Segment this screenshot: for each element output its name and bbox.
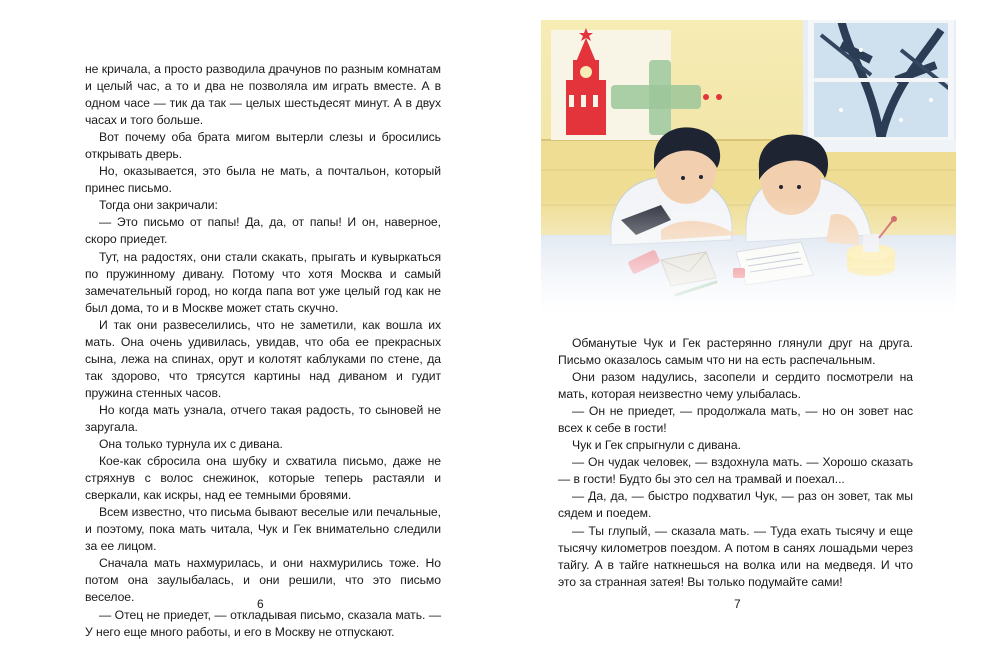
paragraph: Кое-как сбросила она шубку и схватила письмо, даже не стряхнув с волос снежинок, которые теперь растаяли и сверкали, как искры, над ее темными бровями.: [85, 454, 441, 503]
paragraph: Тут, на радостях, они стали скакать, прыгать и кувыркаться по пружинному дивану. Потому что хотя Москва и самый замечательный город, но когда папа вот уже целый год как не был дома, то и в Москве может стать скучно.: [85, 249, 441, 315]
paragraph: — Он не приедет, — продолжала мать, — но он зовет нас всех к себе в гости!: [558, 404, 913, 436]
paragraph: Они разом надулись, засопели и сердито посмотрели на мать, которая неизвестно чему улыбалась.: [558, 370, 913, 402]
paragraph: Чук и Гек спрыгнули с дивана.: [572, 438, 741, 453]
paragraph: — Отец не приедет, — откладывая письмо, сказала мать. — У него еще много работы, и его в Москву не отпускают.: [85, 607, 441, 639]
paragraph: — Ты глупый, — сказала мать. — Туда ехать тысячу и еще тысячу километров поездом. А потом в санях лошадьми через тайгу. А в тайге наткнешься на волка или на медведя. И что это за странная затея! Вы только подумайте сами!: [558, 523, 913, 589]
paragraph: И так они развеселились, что не заметили, как вошла их мать. Она очень удивилась, увидав, что оба ее прекрасных сына, лежа на спинах, орут и колотят каблуками по стене, да так здорово, что трясутся картины над диваном и гудит пружина стенных часов.: [85, 317, 441, 400]
paragraph: Но, оказывается, это была не мать, а почтальон, который принес письмо.: [85, 164, 441, 196]
paragraph: Тогда они закричали:: [99, 198, 218, 213]
paragraph: — Он чудак человек, — вздохнула мать. — Хорошо сказать — в гости! Будто бы это сел на трамвай и поехал...: [558, 455, 913, 487]
paragraph: Вот почему оба брата мигом вытерли слезы и бросились открывать дверь.: [85, 130, 441, 162]
paragraph: Сначала мать нахмурилась, и они нахмурились тоже. Но потом она заулыбалась, и они решили, что это письмо веселое.: [85, 556, 441, 605]
page-number-right: 7: [734, 597, 741, 611]
paragraph: не кричала, а просто разводила драчунов по разным комнатам и целый час, а то и два не позволяла им играть вместе. А в одном часе — тик да так — целых шестьдесят минут. А в двух часах и того больше.: [85, 62, 441, 128]
paragraph: — Да, да, — быстро подхватил Чук, — раз он зовет, так мы сядем и поедем.: [558, 489, 913, 521]
left-page-text: [85, 61, 441, 641]
page-number-left: 6: [257, 597, 264, 611]
paragraph: Но когда мать узнала, отчего такая радость, то сыновей не заругала.: [85, 402, 441, 434]
paragraph: Обманутые Чук и Гек растерянно глянули друг на друга. Письмо оказалось самым что ни на есть распечальным.: [558, 336, 913, 368]
paragraph: Она только турнула их с дивана.: [99, 437, 283, 452]
illustration-boys-at-table: [541, 20, 956, 313]
paragraph: Всем известно, что письма бывают веселые или печальные, и поэтому, пока мать читала, Чук и Гек внимательно следили за ее лицом.: [85, 505, 441, 554]
paragraph: — Это письмо от папы! Да, да, от папы! И он, наверное, скоро приедет.: [85, 215, 441, 247]
right-page-text: [558, 335, 913, 591]
